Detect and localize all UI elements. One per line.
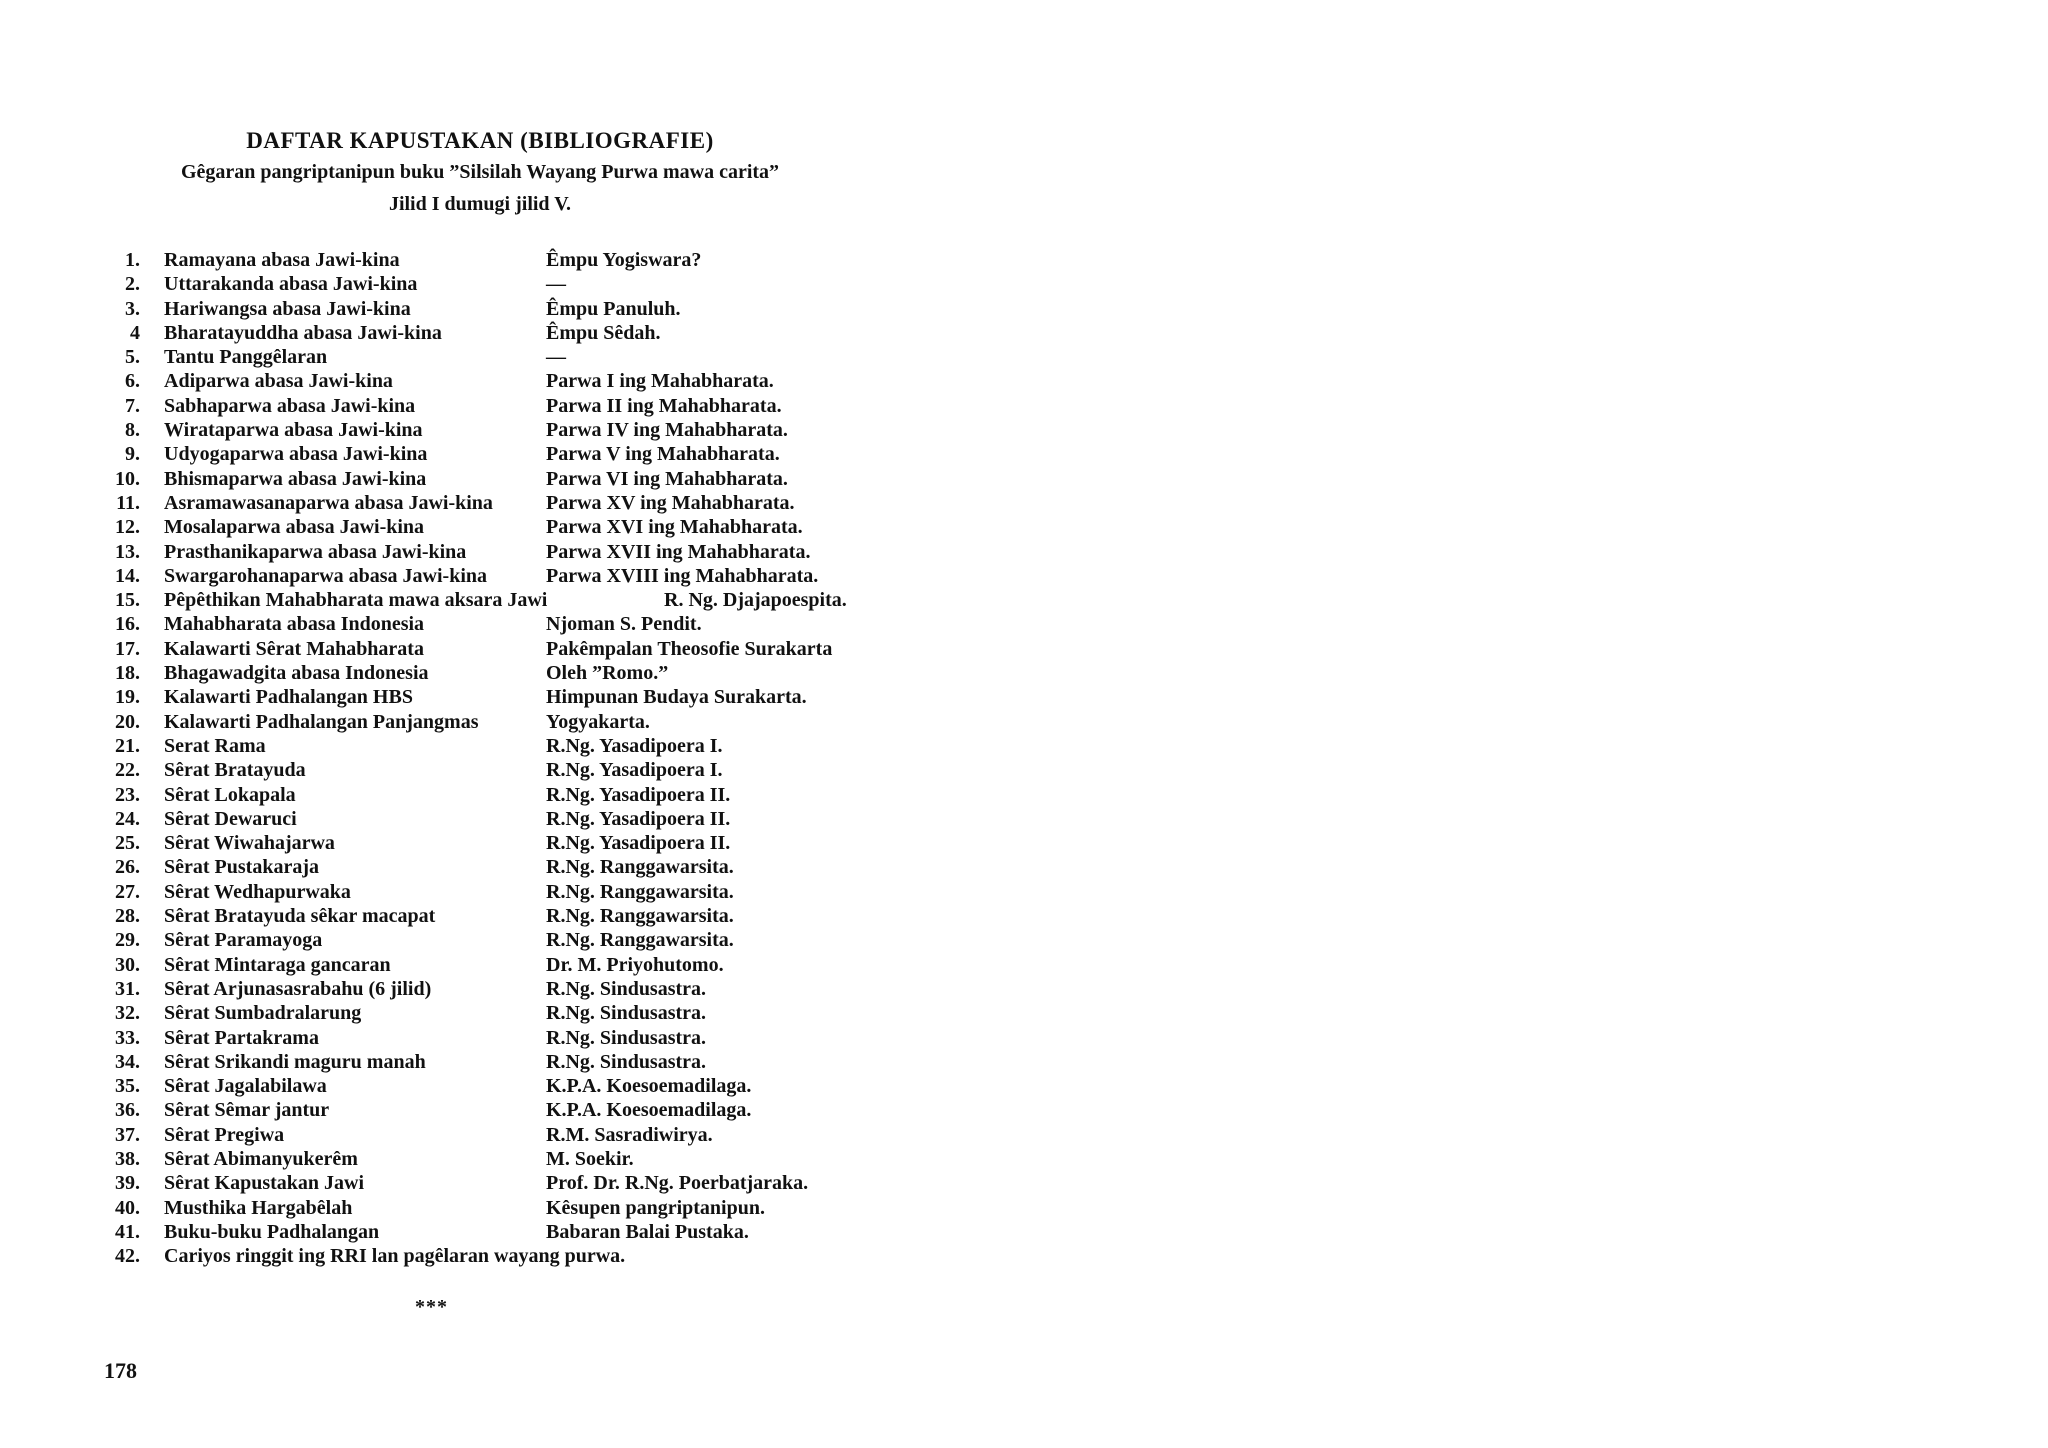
entry-work-title: Prasthanikaparwa abasa Jawi-kina — [164, 540, 467, 563]
entry-work-title: Sêrat Sêmar jantur — [164, 1099, 330, 1122]
entry-work-title: Sêrat Mintaraga gancaran — [164, 953, 391, 976]
entry-number: 35. — [115, 1075, 140, 1098]
page-number: 178 — [104, 1358, 137, 1383]
entry-work-title: Sêrat Abimanyukerêm — [164, 1147, 358, 1170]
entry-author: Parwa XV ing Mahabharata. — [546, 491, 795, 514]
entry-author: Kêsupen pangriptanipun. — [546, 1196, 765, 1219]
entry-number: 41. — [115, 1220, 140, 1243]
entry-work-title: Cariyos ringgit ing RRI lan pagêlaran wayang purwa. — [164, 1245, 626, 1268]
entry-author: Parwa IV ing Mahabharata. — [546, 419, 788, 442]
entry-author: R. Ng. Djajapoespita. — [664, 589, 847, 612]
entry-work-title: Ramayana abasa Jawi-kina — [164, 249, 400, 271]
entry-number: 32. — [115, 1002, 140, 1025]
entry-number: 13. — [115, 540, 140, 563]
entry-number: 19. — [115, 686, 140, 709]
entry-number: 18. — [115, 662, 140, 685]
entry-work-title: Kalawarti Sêrat Mahabharata — [164, 637, 424, 660]
entry-work-title: Sêrat Srikandi maguru manah — [164, 1050, 426, 1073]
entry-number: 16. — [115, 613, 140, 636]
entry-work-title: Kalawarti Padhalangan HBS — [164, 686, 413, 709]
entry-number: 3. — [125, 297, 140, 320]
entry-author: R.Ng. Yasadipoera II. — [546, 783, 731, 806]
entry-number: 5. — [125, 346, 140, 369]
entry-author: Parwa V ing Mahabharata. — [546, 443, 780, 466]
entry-author: K.P.A. Koesoemadilaga. — [546, 1099, 752, 1122]
entry-number: 14. — [115, 564, 140, 587]
entry-author: R.Ng. Sindusastra. — [546, 1026, 707, 1049]
entry-number: 15. — [115, 589, 140, 612]
entry-author: Oleh ”Romo.” — [546, 662, 669, 685]
entry-work-title: Sabhaparwa abasa Jawi-kina — [164, 394, 416, 417]
entry-author: Parwa XVII ing Mahabharata. — [546, 540, 811, 563]
entry-work-title: Hariwangsa abasa Jawi-kina — [164, 297, 411, 320]
entry-work-title: Asramawasanaparwa abasa Jawi-kina — [164, 491, 493, 514]
entry-work-title: Bhismaparwa abasa Jawi-kina — [164, 467, 427, 490]
entry-work-title: Sêrat Kapustakan Jawi — [164, 1172, 365, 1195]
entry-author: Njoman S. Pendit. — [546, 613, 702, 636]
entry-work-title: Pêpêthikan Mahabharata mawa aksara Jawi — [164, 589, 548, 612]
entry-work-title: Kalawarti Padhalangan Panjangmas — [164, 710, 479, 733]
entry-number: 26. — [115, 856, 140, 879]
entry-author: R.Ng. Sindusastra. — [546, 1002, 707, 1025]
entry-author: Himpunan Budaya Surakarta. — [546, 686, 807, 709]
entry-number: 21. — [115, 734, 140, 757]
entry-number: 38. — [115, 1147, 140, 1170]
entry-work-title: Buku-buku Padhalangan — [164, 1220, 380, 1243]
entry-work-title: Musthika Hargabêlah — [164, 1196, 353, 1219]
entry-author: R.Ng. Ranggawarsita. — [546, 929, 734, 952]
entry-work-title: Sêrat Partakrama — [164, 1026, 319, 1049]
entry-work-title: Mosalaparwa abasa Jawi-kina — [164, 516, 425, 539]
entry-author: R.Ng. Sindusastra. — [546, 977, 707, 1000]
entry-number: 31. — [115, 977, 140, 1000]
entry-work-title: Sêrat Dewaruci — [164, 807, 297, 830]
entry-number: 6. — [125, 370, 140, 393]
entry-work-title: Sêrat Pustakaraja — [164, 856, 319, 879]
entry-author: R.Ng. Yasadipoera I. — [546, 734, 723, 757]
entry-work-title: Uttarakanda abasa Jawi-kina — [164, 273, 418, 296]
entry-number: 7. — [125, 394, 140, 417]
entry-author: R.Ng. Ranggawarsita. — [546, 905, 734, 928]
entry-author: — — [546, 346, 566, 369]
entry-work-title: Sêrat Pregiwa — [164, 1123, 285, 1146]
entry-work-title: Sêrat Jagalabilawa — [164, 1075, 327, 1098]
entry-author: Parwa XVI ing Mahabharata. — [546, 516, 803, 539]
entry-number: 40. — [115, 1196, 140, 1219]
entry-work-title: Sêrat Wiwahajarwa — [164, 832, 335, 855]
entry-work-title: Serat Rama — [164, 734, 266, 757]
entry-number: 34. — [115, 1050, 140, 1073]
entry-author: Prof. Dr. R.Ng. Poerbatjaraka. — [546, 1172, 809, 1195]
entry-work-title: Wirataparwa abasa Jawi-kina — [164, 419, 423, 442]
entry-author: Pakêmpalan Theosofie Surakarta — [546, 637, 833, 660]
entry-author: Yogyakarta. — [546, 710, 650, 733]
entry-number: 22. — [115, 759, 140, 782]
entry-author: Parwa VI ing Mahabharata. — [546, 467, 788, 490]
entry-number: 2. — [125, 273, 140, 296]
entry-author: Êmpu Sêdah. — [546, 321, 661, 344]
entry-author: Parwa II ing Mahabharata. — [546, 394, 782, 417]
entry-number: 1. — [125, 249, 140, 271]
entry-work-title: Mahabharata abasa Indonesia — [164, 613, 425, 636]
entry-number: 28. — [115, 905, 140, 928]
entry-author: R.M. Sasradiwirya. — [546, 1123, 713, 1146]
entry-work-title: Adiparwa abasa Jawi-kina — [164, 370, 393, 393]
entry-number: 36. — [115, 1099, 140, 1122]
entry-number: 11. — [116, 491, 140, 514]
volume-range: Jilid I dumugi jilid V. — [388, 193, 572, 215]
entry-author: K.P.A. Koesoemadilaga. — [546, 1075, 752, 1098]
entry-number: 8. — [125, 419, 140, 442]
entry-number: 37. — [115, 1123, 140, 1146]
entry-work-title: Bharatayuddha abasa Jawi-kina — [164, 321, 442, 344]
entry-number: 30. — [115, 953, 140, 976]
entry-author: Êmpu Yogiswara? — [546, 249, 702, 271]
entry-author: Babaran Balai Pustaka. — [546, 1220, 749, 1243]
entry-number: 24. — [115, 807, 140, 830]
entry-work-title: Sêrat Bratayuda — [164, 759, 306, 782]
entry-author: Parwa I ing Mahabharata. — [546, 370, 774, 393]
entry-number: 20. — [115, 710, 140, 733]
page-subtitle: Gêgaran pangriptanipun buku ”Silsilah Wayang Purwa mawa carita” — [180, 161, 780, 183]
entry-number: 39. — [115, 1172, 140, 1195]
entry-author: M. Soekir. — [546, 1147, 634, 1170]
entry-author: R.Ng. Ranggawarsita. — [546, 880, 734, 903]
entry-work-title: Sêrat Lokapala — [164, 783, 296, 806]
entry-work-title: Swargarohanaparwa abasa Jawi-kina — [164, 564, 488, 587]
section-separator: *** — [415, 1296, 448, 1318]
entry-number: 9. — [125, 443, 140, 466]
entry-number: 12. — [115, 516, 140, 539]
entry-number: 17. — [115, 637, 140, 660]
entry-number: 4 — [130, 321, 140, 344]
entry-author: R.Ng. Ranggawarsita. — [546, 856, 734, 879]
entry-author: Dr. M. Priyohutomo. — [546, 953, 724, 976]
entry-author: Êmpu Panuluh. — [546, 297, 681, 320]
entry-work-title: Udyogaparwa abasa Jawi-kina — [164, 443, 428, 466]
entry-number: 23. — [115, 783, 140, 806]
entry-author: Parwa XVIII ing Mahabharata. — [546, 564, 819, 587]
entry-work-title: Sêrat Sumbadralarung — [164, 1002, 362, 1025]
entry-number: 10. — [115, 467, 140, 490]
entry-author: R.Ng. Sindusastra. — [546, 1050, 707, 1073]
entry-author: — — [546, 273, 566, 296]
entry-work-title: Sêrat Wedhapurwaka — [164, 880, 351, 903]
entry-author: R.Ng. Yasadipoera II. — [546, 832, 731, 855]
page-title: DAFTAR KAPUSTAKAN (BIBLIOGRAFIE) — [246, 128, 714, 153]
entry-number: 29. — [115, 929, 140, 952]
entry-number: 27. — [115, 880, 140, 903]
entry-number: 25. — [115, 832, 140, 855]
entry-number: 42. — [115, 1245, 140, 1268]
entry-work-title: Sêrat Bratayuda sêkar macapat — [164, 905, 436, 928]
entry-number: 33. — [115, 1026, 140, 1049]
entry-work-title: Bhagawadgita abasa Indonesia — [164, 662, 429, 685]
bibliography-heading — [110, 126, 850, 220]
entry-author: R.Ng. Yasadipoera I. — [546, 759, 723, 782]
entry-author: R.Ng. Yasadipoera II. — [546, 807, 731, 830]
entry-work-title: Sêrat Arjunasasrabahu (6 jilid) — [164, 977, 432, 1000]
entry-work-title: Tantu Panggêlaran — [164, 346, 328, 369]
entry-work-title: Sêrat Paramayoga — [164, 929, 323, 952]
